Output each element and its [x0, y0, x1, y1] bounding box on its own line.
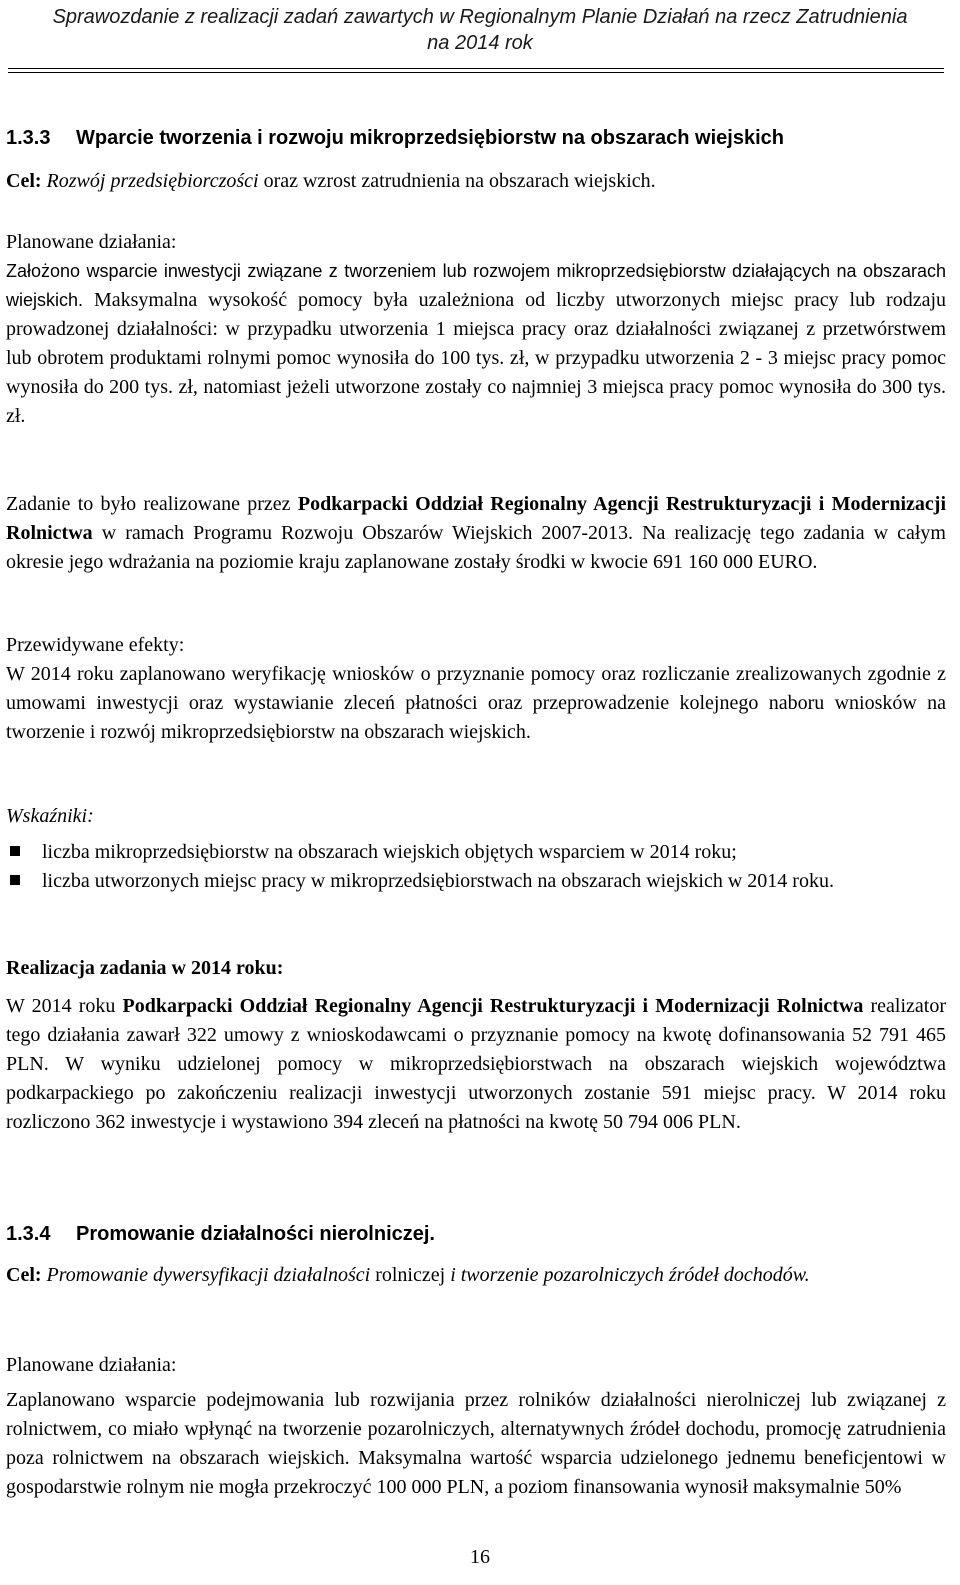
task-budget: Na realizację tego zadania w całym okresie jego wdrażania na poziomie kraju zaplanowane zostały środki w kwocie 691 160 000 EURO.: [6, 522, 946, 573]
planned-actions-sentence-1: Założono wsparcie inwestycji związane z tworzeniem lub rozwojem mikroprzedsiębiorstw działających na obszarach wiejskich.: [6, 261, 946, 310]
header-rule: [8, 68, 944, 69]
section-title: Wparcie tworzenia i rozwoju mikroprzedsiębiorstw na obszarach wiejskich: [76, 127, 784, 149]
section-1-3-4-goal: [6, 1261, 946, 1290]
header-rule-thin: [8, 72, 944, 73]
expected-effects-text: W 2014 roku zaplanowano weryfikację wniosków o przyznanie pomocy oraz rozliczanie zrealizowanych zgodnie z umowami inwestycji oraz wystawianie zleceń płatności oraz przeprowadzenie kolejnego naboru wniosków na tworzenie i rozwój mikroprzedsiębiorstw na obszarach wiejskich.: [6, 663, 946, 743]
section-1-3-3-goal: [6, 167, 946, 196]
indicator-item: [6, 838, 946, 867]
implementation-details: realizator tego działania zawarł 322 umowy z wnioskodawcami o przyznanie pomocy na kwotę dofinansowania 52 791 465 PLN. W wyniku udzielonej pomocy w mikroprzedsiębiorstwach na obszarach wiejskich województwa podkarpackiego po zakończeniu realizacji inwestycji utworzonych zostanie 591 miejsc pracy. W 2014 roku rozliczono 362 inwestycje i wystawiono 394 zleceń na płatności na kwotę 50 794 006 PLN.: [6, 995, 947, 1133]
indicator-text: liczba utworzonych miejsc pracy w mikroprzedsiębiorstwach na obszarach wiejskich w 2014 roku.: [42, 870, 834, 892]
bullet-square-icon: [10, 875, 20, 885]
implementation-intro: W 2014 roku: [6, 995, 116, 1017]
indicators-label: Wskaźniki:: [6, 805, 94, 827]
goal-text: oraz wzrost zatrudnienia na obszarach wiejskich.: [263, 170, 656, 192]
bullet-square-icon: [10, 846, 20, 856]
task-paragraph: [6, 490, 946, 577]
header-line-1: Sprawozdanie z realizacji zadań zawartych w Regionalnym Planie Działań na rzecz Zatrudnienia: [52, 6, 908, 28]
goal-label: Cel:: [6, 170, 42, 192]
expected-effects-label: Przewidywane efekty:: [6, 634, 185, 656]
task-programme: w ramach Programu Rozwoju Obszarów Wiejskich 2007-2013.: [101, 522, 634, 544]
goal-italic: Rozwój przedsiębiorczości: [46, 170, 259, 192]
goal-plain: rolniczej: [375, 1264, 446, 1286]
indicator-text: liczba mikroprzedsiębiorstw na obszarach wiejskich objętych wsparciem w 2014 roku;: [42, 841, 737, 863]
goal-label: Cel:: [6, 1264, 42, 1286]
indicators-list: [6, 838, 946, 896]
implementation-label: Realizacja zadania w 2014 roku:: [6, 957, 284, 979]
goal-italic-2: i tworzenie pozarolniczych źródeł dochodów.: [450, 1264, 810, 1286]
task-intro: Zadanie to było realizowane przez: [6, 493, 291, 515]
page-number: 16: [470, 1546, 490, 1568]
section-1-3-4-heading: [6, 1220, 946, 1249]
planned-actions-text: Zaplanowano wsparcie podejmowania lub rozwijania przez rolników działalności nierolniczej lub związanej z rolnictwem, co miało wpłynąć na tworzenie pozarolniczych, alternatywnych źródeł dochodu, promocję zatrudnienia poza rolnictwem na obszarach wiejskich. Maksymalna wartość wsparcia udzielonego jednemu beneficjentowi w gospodarstwie rolnym nie mogła przekroczyć 100 000 PLN, a poziom finansowania wynosił maksymalnie 50%: [6, 1389, 946, 1498]
planned-actions-label: Planowane działania:: [6, 231, 177, 253]
planned-actions-text: [6, 257, 946, 431]
planned-actions-label: Planowane działania:: [6, 1354, 177, 1376]
task-implementer: Podkarpacki Oddział Regionalny Agencji Restrukturyzacji i Modernizacji Rolnictwa: [6, 493, 947, 544]
running-header: [0, 4, 960, 56]
header-line-2: na 2014 rok: [427, 32, 533, 54]
implementation-agency: Podkarpacki Oddział Regionalny Agencji Restrukturyzacji i Modernizacji Rolnictwa: [122, 995, 864, 1017]
implementation-text: [6, 992, 946, 1137]
section-number: 1.3.4: [6, 1223, 51, 1245]
section-1-3-3-heading: [6, 124, 946, 153]
section-number: 1.3.3: [6, 127, 51, 149]
planned-actions-sentence-2: Maksymalna wysokość pomocy była uzależniona od liczby utworzonych miejsc pracy lub rodzaju prowadzonej działalności: w przypadku utworzenia 1 miejsca pracy oraz działalności związanej z przetwórstwem lub obrotem produktami rolnymi pomoc wynosiła do 100 tys. zł, w przypadku utworzenia 2 - 3 miejsc pracy pomoc wynosiła do 200 tys. zł, natomiast jeżeli utworzone zostały co najmniej 3 miejsca pracy pomoc wynosiła do 300 tys. zł.: [6, 289, 946, 427]
indicator-item: [6, 867, 946, 896]
goal-italic-1: Promowanie dywersyfikacji działalności: [46, 1264, 371, 1286]
section-title: Promowanie działalności nierolniczej.: [76, 1223, 435, 1245]
